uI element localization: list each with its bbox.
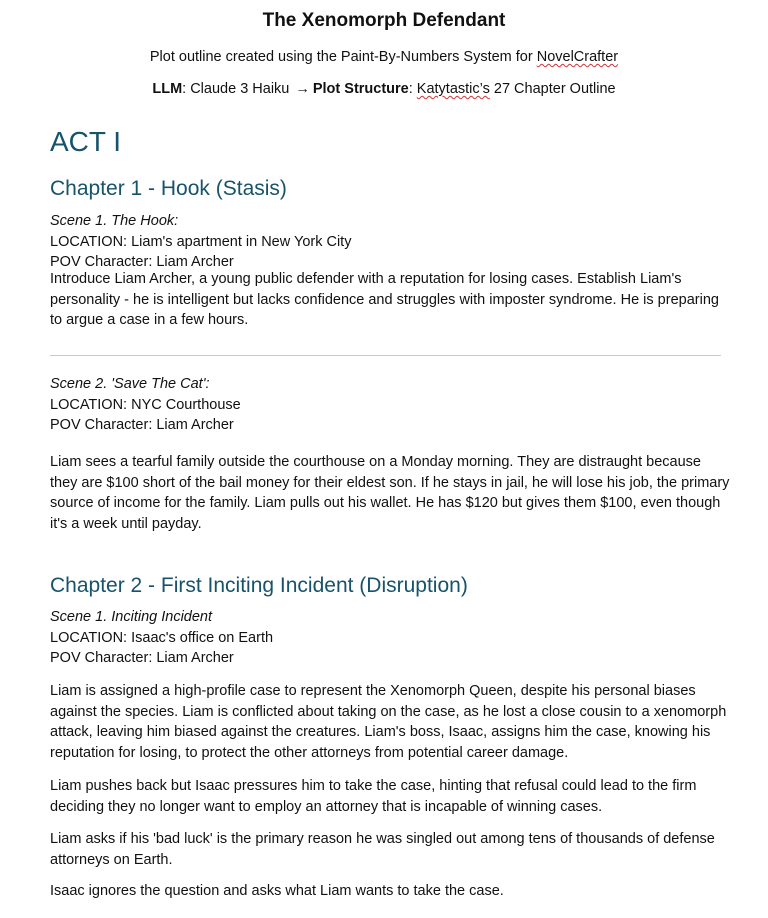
scene-pov: POV Character: Liam Archer	[50, 254, 234, 270]
chapter-2-paragraph-1: Liam is assigned a high-profile case to represent the Xenomorph Queen, despite his personal biases against the species. Liam is conflicted about taking on the case, as he lost a close cousin to a xenomorph attack, leaving him biased against the creatures. Liam's boss, Isaac, assigns him the case, knowing his reputation for losing, to protect the other attorneys from potential career damage.	[50, 683, 727, 761]
llm-structure-line	[0, 79, 768, 99]
plot-structure-name: Katytastic’s	[416, 81, 490, 97]
chapter-1-scene-1-header	[50, 211, 730, 273]
scene-location: LOCATION: Isaac's office on Earth	[50, 629, 274, 646]
chapter-2-heading: Chapter 2 - First Inciting Incident (Disruption)	[50, 574, 468, 597]
chapter-2-scene-1-header	[50, 607, 730, 669]
scene-title: Scene 1. The Hook:	[50, 213, 179, 229]
act-heading: ACT I	[50, 126, 122, 157]
chapter-1-scene-2-paragraph: Liam sees a tearful family outside the courthouse on a Monday morning. They are distraught because they are $100 short of the bail money for their eldest son. If he stays in jail, he will lose his job, the primary source of income for the family. Liam pulls out his wallet. He has $120 but gives them $100, even though it's a week until payday.	[50, 454, 730, 532]
llm-label: LLM	[152, 81, 183, 97]
plot-structure-sep: :	[408, 81, 417, 97]
scene-title: Scene 2. 'Save The Cat':	[50, 376, 210, 392]
subtitle-text: Plot outline created using the Paint-By-Numbers System for	[149, 49, 537, 65]
document-title: The Xenomorph Defendant	[262, 10, 506, 31]
scene-location: LOCATION: Liam's apartment in New York City	[50, 233, 352, 250]
scene-pov: POV Character: Liam Archer	[50, 650, 234, 666]
novelcrafter-word: NovelCrafter	[536, 49, 619, 65]
plot-structure-label: Plot Structure	[312, 81, 409, 97]
chapter-2-paragraph-2: Liam pushes back but Isaac pressures him to take the case, hinting that refusal could lead to the firm deciding they no longer want to employ an attorney that is incapable of winning cases.	[50, 778, 697, 815]
scene-divider	[50, 355, 721, 356]
scene-pov: POV Character: Liam Archer	[50, 417, 234, 433]
chapter-2-paragraph-3: Liam asks if his 'bad luck' is the primary reason he was singled out among tens of thousands of defense attorneys on Earth.	[50, 831, 715, 868]
scene-location: LOCATION: NYC Courthouse	[50, 396, 241, 413]
document-subtitle	[0, 47, 768, 67]
chapter-1-heading: Chapter 1 - Hook (Stasis)	[50, 177, 287, 200]
arrow-icon: →	[295, 81, 310, 97]
chapter-2-paragraph-4: Isaac ignores the question and asks what Liam wants to take the case.	[50, 883, 504, 899]
plot-structure-rest: 27 Chapter Outline	[489, 81, 616, 97]
chapter-1-scene-1-paragraph: Introduce Liam Archer, a young public defender with a reputation for losing cases. Establish Liam's personality - he is intelligent but lacks confidence and struggles with imposter syndrome. He is preparing to argue a case in a few hours.	[50, 271, 719, 328]
llm-value: : Claude 3 Haiku	[182, 81, 290, 97]
scene-title: Scene 1. Inciting Incident	[50, 609, 213, 625]
chapter-1-scene-2-header	[50, 374, 730, 436]
